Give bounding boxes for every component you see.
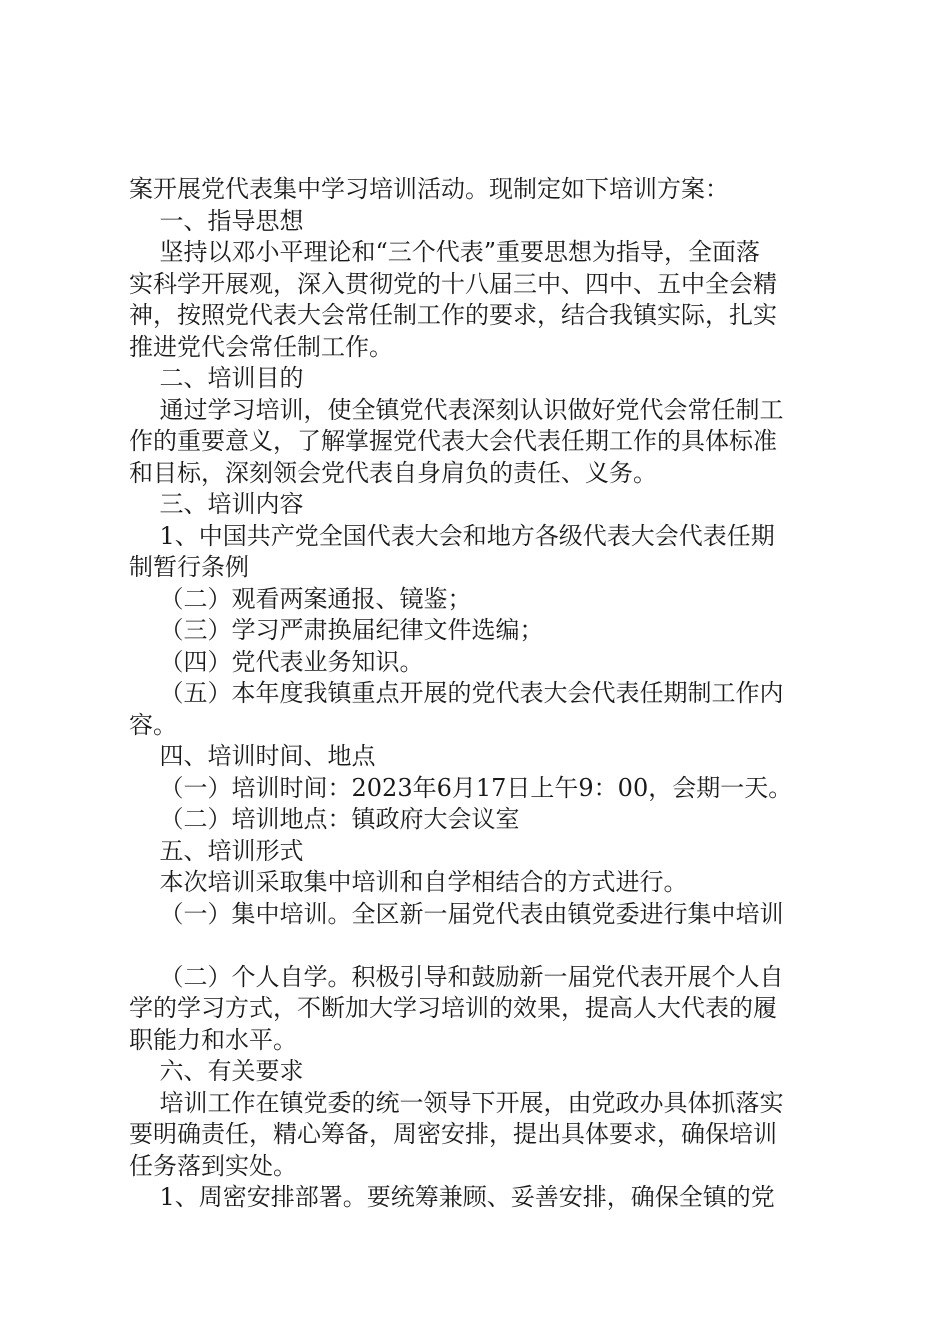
section-heading-guiding-thought: 一、指导思想 bbox=[129, 206, 304, 235]
list-item: （四）党代表业务知识。 bbox=[129, 647, 424, 676]
list-item: （二）观看两案通报、镜鉴； bbox=[129, 584, 472, 613]
paragraph-line: 容。 bbox=[129, 710, 177, 739]
paragraph-line: 神，按照党代表大会常任制工作的要求，结合我镇实际，扎实 bbox=[129, 301, 777, 329]
paragraph-line: 作的重要意义，了解掌握党代表大会代表任期工作的具体标准 bbox=[129, 427, 777, 455]
paragraph-line: 通过学习培训，使全镇党代表深刻认识做好党代会常任制工 bbox=[129, 395, 784, 424]
paragraph-line: 案开展党代表集中学习培训活动。现制定如下培训方案： bbox=[129, 175, 729, 203]
paragraph-line: 1、中国共产党全国代表大会和地方各级代表大会代表任期 bbox=[129, 521, 775, 550]
paragraph-line: 学的学习方式，不断加大学习培训的效果，提高人大代表的履 bbox=[129, 994, 777, 1022]
document-body bbox=[129, 174, 834, 1214]
paragraph-line: 实科学开展观，深入贯彻党的十八届三中、四中、五中全会精 bbox=[129, 269, 777, 298]
section-heading-requirements: 六、有关要求 bbox=[129, 1057, 304, 1085]
section-heading-time-place: 四、培训时间、地点 bbox=[129, 742, 376, 770]
list-item: （五）本年度我镇重点开展的党代表大会代表任期制工作内 bbox=[129, 679, 784, 707]
list-item: （二）个人自学。积极引导和鼓励新一届党代表开展个人自 bbox=[129, 962, 784, 991]
section-heading-training-purpose: 二、培训目的 bbox=[129, 364, 304, 392]
paragraph-line: 推进党代会常任制工作。 bbox=[129, 332, 393, 361]
paragraph-line: 职能力和水平。 bbox=[129, 1025, 297, 1054]
paragraph-line: 培训工作在镇党委的统一领导下开展，由党政办具体抓落实 bbox=[129, 1088, 784, 1117]
paragraph-line: 要明确责任，精心筹备，周密安排，提出具体要求，确保培训 bbox=[129, 1120, 777, 1148]
list-item: （一）集中培训。全区新一届党代表由镇党委进行集中培训 bbox=[129, 899, 784, 928]
paragraph-line: 制暂行条例 bbox=[129, 553, 249, 581]
blank-line bbox=[129, 930, 834, 962]
paragraph-line: 坚持以邓小平理论和“三个代表”重要思想为指导，全面落 bbox=[129, 238, 761, 266]
paragraph-line: 1、周密安排部署。要统筹兼顾、妥善安排，确保全镇的党 bbox=[129, 1183, 775, 1211]
paragraph-line: 和目标，深刻领会党代表自身肩负的责任、义务。 bbox=[129, 458, 657, 487]
list-item: （一）培训时间：2023年6月17日上午9：00，会期一天。 bbox=[129, 773, 793, 802]
paragraph-line: 本次培训采取集中培训和自学相结合的方式进行。 bbox=[129, 868, 688, 896]
paragraph-line: 任务落到实处。 bbox=[129, 1151, 297, 1180]
section-heading-training-content: 三、培训内容 bbox=[129, 490, 304, 518]
list-item: （二）培训地点：镇政府大会议室 bbox=[129, 805, 520, 833]
list-item: （三）学习严肃换届纪律文件选编； bbox=[129, 616, 544, 644]
section-heading-training-form: 五、培训形式 bbox=[129, 836, 304, 865]
